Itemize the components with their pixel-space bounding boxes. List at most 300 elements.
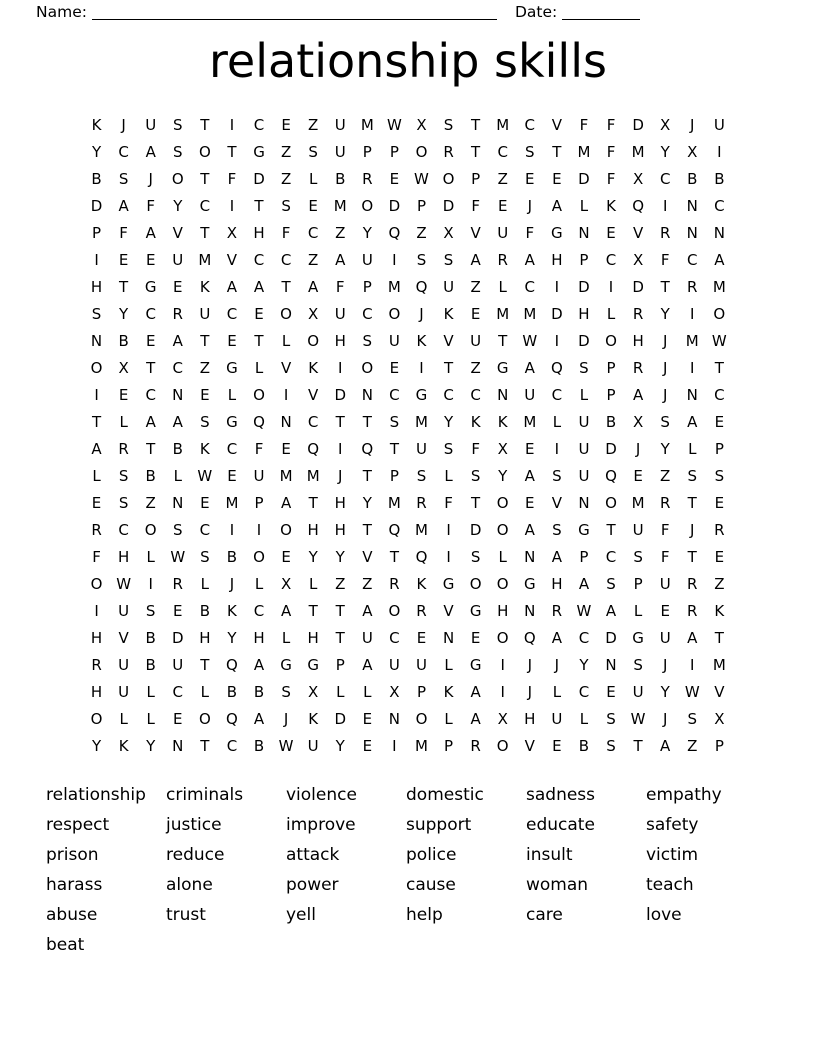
grid-cell[interactable]: O xyxy=(415,143,428,161)
grid-cell[interactable]: O xyxy=(496,494,509,512)
grid-cell[interactable]: Z xyxy=(280,143,292,161)
grid-cell[interactable]: A xyxy=(470,710,481,728)
grid-cell[interactable]: U xyxy=(578,467,590,485)
grid-cell[interactable]: N xyxy=(388,710,401,728)
grid-cell[interactable]: I xyxy=(554,440,560,458)
grid-cell[interactable]: T xyxy=(146,359,156,377)
grid-cell[interactable]: N xyxy=(713,224,725,242)
grid-cell[interactable]: K xyxy=(497,413,508,431)
grid-cell[interactable]: J xyxy=(554,656,560,674)
grid-cell[interactable]: B xyxy=(172,440,183,458)
grid-cell[interactable]: U xyxy=(334,116,346,134)
grid-cell[interactable]: C xyxy=(118,521,129,539)
grid-cell[interactable]: T xyxy=(200,224,210,242)
grid-cell[interactable]: D xyxy=(605,629,617,647)
grid-cell[interactable]: F xyxy=(606,143,616,161)
grid-cell[interactable]: R xyxy=(91,656,102,674)
grid-cell[interactable]: N xyxy=(442,629,455,647)
grid-cell[interactable]: K xyxy=(308,359,319,377)
grid-cell[interactable]: C xyxy=(524,278,536,296)
grid-cell[interactable]: M xyxy=(415,413,428,431)
grid-cell[interactable]: U xyxy=(118,602,130,620)
grid-cell[interactable]: T xyxy=(91,413,102,431)
grid-cell[interactable]: R xyxy=(389,575,400,593)
grid-cell[interactable]: Q xyxy=(307,440,320,458)
grid-cell[interactable]: O xyxy=(415,710,428,728)
grid-cell[interactable]: Q xyxy=(253,413,265,431)
grid-cell[interactable]: R xyxy=(687,602,698,620)
grid-cell[interactable]: U xyxy=(199,305,211,323)
grid-cell[interactable]: J xyxy=(283,710,289,728)
grid-cell[interactable]: O xyxy=(90,359,103,377)
word-list-item[interactable]: police xyxy=(406,845,457,865)
grid-cell[interactable]: R xyxy=(416,494,427,512)
grid-cell[interactable]: Q xyxy=(550,359,563,377)
grid-cell[interactable]: K xyxy=(227,602,237,620)
grid-cell[interactable]: H xyxy=(90,278,103,296)
grid-cell[interactable]: H xyxy=(524,710,536,728)
grid-cell[interactable]: V xyxy=(308,386,319,404)
grid-cell[interactable]: I xyxy=(392,737,397,755)
grid-cell[interactable]: H xyxy=(90,683,103,701)
grid-cell[interactable]: C xyxy=(362,305,373,323)
grid-cell[interactable]: A xyxy=(687,413,698,431)
grid-cell[interactable]: C xyxy=(497,143,508,161)
grid-cell[interactable]: E xyxy=(552,170,562,188)
grid-cell[interactable]: E xyxy=(281,116,291,134)
grid-cell[interactable]: A xyxy=(524,467,535,485)
grid-cell[interactable]: X xyxy=(632,251,644,269)
grid-cell[interactable]: V xyxy=(524,737,535,755)
grid-cell[interactable]: D xyxy=(388,197,401,215)
grid-cell[interactable]: O xyxy=(361,197,374,215)
grid-cell[interactable]: L xyxy=(200,683,210,701)
grid-cell[interactable]: U xyxy=(632,683,644,701)
grid-cell[interactable]: Z xyxy=(362,575,373,593)
grid-cell[interactable]: C xyxy=(470,386,481,404)
word-list-item[interactable]: beat xyxy=(46,935,85,955)
grid-cell[interactable]: X xyxy=(308,305,319,323)
grid-cell[interactable]: K xyxy=(91,116,102,134)
grid-cell[interactable]: L xyxy=(336,683,345,701)
grid-cell[interactable]: T xyxy=(389,440,399,458)
word-list-item[interactable]: relationship xyxy=(46,785,146,805)
grid-cell[interactable]: V xyxy=(470,224,481,242)
grid-cell[interactable]: S xyxy=(633,656,643,674)
grid-cell[interactable]: A xyxy=(714,251,725,269)
grid-cell[interactable]: L xyxy=(227,386,237,404)
grid-cell[interactable]: L xyxy=(254,359,264,377)
grid-cell[interactable]: T xyxy=(498,332,508,350)
grid-cell[interactable]: M xyxy=(631,143,645,161)
grid-cell[interactable]: F xyxy=(579,116,589,134)
grid-cell[interactable]: U xyxy=(118,656,130,674)
grid-cell[interactable]: U xyxy=(415,440,427,458)
grid-cell[interactable]: R xyxy=(687,278,698,296)
word-list-item[interactable]: improve xyxy=(286,815,356,835)
grid-cell[interactable]: C xyxy=(714,197,725,215)
grid-cell[interactable]: G xyxy=(469,602,482,620)
grid-cell[interactable]: U xyxy=(253,467,265,485)
grid-cell[interactable]: C xyxy=(307,413,319,431)
grid-cell[interactable]: P xyxy=(416,197,426,215)
grid-cell[interactable]: Y xyxy=(579,656,589,674)
grid-cell[interactable]: P xyxy=(579,251,589,269)
grid-cell[interactable]: E xyxy=(118,386,129,404)
grid-cell[interactable]: F xyxy=(335,278,345,296)
grid-cell[interactable]: Y xyxy=(335,737,345,755)
grid-cell[interactable]: S xyxy=(470,548,481,566)
grid-cell[interactable]: I xyxy=(554,332,560,350)
grid-cell[interactable]: Q xyxy=(388,224,401,242)
grid-cell[interactable]: S xyxy=(200,413,210,431)
grid-cell[interactable]: N xyxy=(497,386,509,404)
grid-cell[interactable]: M xyxy=(685,332,699,350)
grid-cell[interactable]: C xyxy=(199,521,211,539)
grid-cell[interactable]: D xyxy=(442,197,455,215)
grid-cell[interactable]: L xyxy=(308,170,318,188)
grid-cell[interactable]: Z xyxy=(497,170,508,188)
grid-cell[interactable]: A xyxy=(551,629,562,647)
grid-cell[interactable]: D xyxy=(334,710,347,728)
grid-cell[interactable]: G xyxy=(442,575,455,593)
grid-cell[interactable]: T xyxy=(200,116,210,134)
grid-cell[interactable]: S xyxy=(660,413,670,431)
grid-cell[interactable]: T xyxy=(200,170,210,188)
grid-cell[interactable]: R xyxy=(714,521,725,539)
grid-cell[interactable]: O xyxy=(198,143,211,161)
grid-cell[interactable]: Z xyxy=(660,467,671,485)
grid-cell[interactable]: H xyxy=(578,305,590,323)
grid-cell[interactable]: U xyxy=(659,629,671,647)
grid-cell[interactable]: U xyxy=(713,116,725,134)
grid-cell[interactable]: I xyxy=(338,359,343,377)
grid-cell[interactable]: P xyxy=(714,737,724,755)
grid-cell[interactable]: W xyxy=(522,332,538,350)
grid-cell[interactable]: R xyxy=(497,251,508,269)
grid-cell[interactable]: I xyxy=(717,143,722,161)
date-input-line[interactable] xyxy=(562,7,640,20)
word-list-item[interactable]: help xyxy=(406,905,443,925)
grid-cell[interactable]: W xyxy=(630,710,646,728)
word-list-item[interactable]: yell xyxy=(286,905,316,925)
grid-cell[interactable]: V xyxy=(443,332,454,350)
grid-cell[interactable]: K xyxy=(416,575,427,593)
grid-cell[interactable]: G xyxy=(496,359,509,377)
grid-cell[interactable]: R xyxy=(470,737,481,755)
grid-cell[interactable]: D xyxy=(171,629,184,647)
grid-cell[interactable]: J xyxy=(527,683,532,701)
grid-cell[interactable]: E xyxy=(362,737,373,755)
grid-cell[interactable]: C xyxy=(226,305,238,323)
grid-cell[interactable]: J xyxy=(229,575,235,593)
grid-cell[interactable]: T xyxy=(146,440,156,458)
grid-cell[interactable]: C xyxy=(253,602,265,620)
grid-cell[interactable]: E xyxy=(200,386,210,404)
grid-cell[interactable]: A xyxy=(551,197,562,215)
grid-cell[interactable]: U xyxy=(334,305,346,323)
grid-cell[interactable]: O xyxy=(388,602,401,620)
grid-cell[interactable]: G xyxy=(523,575,536,593)
grid-cell[interactable]: B xyxy=(687,170,698,188)
word-list-item[interactable]: care xyxy=(526,905,563,925)
grid-cell[interactable]: W xyxy=(170,548,186,566)
grid-cell[interactable]: S xyxy=(443,116,454,134)
grid-cell[interactable]: Y xyxy=(660,440,670,458)
grid-cell[interactable]: U xyxy=(578,413,590,431)
grid-cell[interactable]: O xyxy=(605,332,617,350)
grid-cell[interactable]: J xyxy=(662,386,668,404)
grid-cell[interactable]: A xyxy=(253,278,265,296)
grid-cell[interactable]: X xyxy=(443,224,454,242)
grid-cell[interactable]: L xyxy=(254,575,264,593)
grid-cell[interactable]: E xyxy=(525,440,535,458)
grid-cell[interactable]: U xyxy=(388,332,400,350)
grid-cell[interactable]: E xyxy=(470,305,481,323)
grid-cell[interactable]: A xyxy=(578,575,590,593)
word-list-item[interactable]: trust xyxy=(166,905,206,925)
grid-cell[interactable]: H xyxy=(253,629,265,647)
grid-cell[interactable]: Q xyxy=(632,197,644,215)
word-list-item[interactable]: domestic xyxy=(406,785,484,805)
grid-cell[interactable]: H xyxy=(253,224,265,242)
grid-cell[interactable]: X xyxy=(660,116,671,134)
grid-cell[interactable]: X xyxy=(497,440,508,458)
grid-cell[interactable]: Z xyxy=(308,116,319,134)
grid-cell[interactable]: S xyxy=(443,251,454,269)
grid-cell[interactable]: E xyxy=(606,224,616,242)
grid-cell[interactable]: I xyxy=(500,656,505,674)
grid-cell[interactable]: H xyxy=(199,629,211,647)
grid-cell[interactable]: D xyxy=(632,116,644,134)
grid-cell[interactable]: U xyxy=(361,629,373,647)
grid-cell[interactable]: C xyxy=(605,251,617,269)
grid-cell[interactable]: A xyxy=(605,602,617,620)
grid-cell[interactable]: T xyxy=(335,602,345,620)
grid-cell[interactable]: J xyxy=(690,521,695,539)
grid-cell[interactable]: P xyxy=(389,143,399,161)
grid-cell[interactable]: A xyxy=(308,278,319,296)
word-list-item[interactable]: reduce xyxy=(166,845,225,865)
grid-cell[interactable]: X xyxy=(632,413,644,431)
grid-cell[interactable]: X xyxy=(687,143,698,161)
word-list-item[interactable]: safety xyxy=(646,815,699,835)
grid-cell[interactable]: G xyxy=(307,656,319,674)
grid-cell[interactable]: T xyxy=(552,143,562,161)
grid-cell[interactable]: S xyxy=(118,467,129,485)
grid-cell[interactable]: N xyxy=(90,332,103,350)
grid-cell[interactable]: S xyxy=(416,251,427,269)
grid-cell[interactable]: U xyxy=(334,143,346,161)
grid-cell[interactable]: L xyxy=(146,710,155,728)
grid-cell[interactable]: N xyxy=(524,602,536,620)
grid-cell[interactable]: K xyxy=(470,413,481,431)
grid-cell[interactable]: J xyxy=(419,305,424,323)
grid-cell[interactable]: Q xyxy=(388,521,401,539)
grid-cell[interactable]: Q xyxy=(415,548,428,566)
grid-cell[interactable]: F xyxy=(227,170,237,188)
word-list-item[interactable]: justice xyxy=(166,815,222,835)
grid-cell[interactable]: A xyxy=(362,602,373,620)
grid-cell[interactable]: O xyxy=(90,710,103,728)
grid-cell[interactable]: S xyxy=(173,116,183,134)
grid-cell[interactable]: X xyxy=(632,170,644,188)
grid-cell[interactable]: Q xyxy=(605,467,617,485)
grid-cell[interactable]: A xyxy=(524,359,535,377)
grid-cell[interactable]: L xyxy=(606,305,616,323)
grid-cell[interactable]: B xyxy=(118,332,129,350)
grid-cell[interactable]: J xyxy=(121,116,126,134)
grid-cell[interactable]: O xyxy=(253,386,265,404)
grid-cell[interactable]: C xyxy=(199,197,211,215)
grid-cell[interactable]: I xyxy=(662,197,668,215)
grid-cell[interactable]: G xyxy=(578,521,590,539)
grid-cell[interactable]: L xyxy=(119,710,128,728)
grid-cell[interactable]: P xyxy=(335,656,345,674)
grid-cell[interactable]: C xyxy=(145,305,156,323)
grid-cell[interactable]: A xyxy=(470,251,481,269)
grid-cell[interactable]: N xyxy=(524,548,536,566)
grid-cell[interactable]: G xyxy=(280,656,292,674)
grid-cell[interactable]: B xyxy=(226,683,238,701)
grid-cell[interactable]: S xyxy=(118,494,129,512)
grid-cell[interactable]: T xyxy=(227,143,237,161)
grid-cell[interactable]: L xyxy=(119,413,128,431)
grid-cell[interactable]: E xyxy=(389,170,400,188)
grid-cell[interactable]: I xyxy=(690,305,695,323)
grid-cell[interactable]: L xyxy=(498,278,507,296)
grid-cell[interactable]: I xyxy=(608,278,614,296)
grid-cell[interactable]: F xyxy=(92,548,101,566)
grid-cell[interactable]: R xyxy=(118,440,129,458)
grid-cell[interactable]: T xyxy=(471,494,481,512)
grid-cell[interactable]: O xyxy=(496,629,509,647)
grid-cell[interactable]: M xyxy=(712,656,726,674)
word-list-item[interactable]: alone xyxy=(166,875,213,895)
grid-cell[interactable]: S xyxy=(470,467,481,485)
grid-cell[interactable]: S xyxy=(687,710,698,728)
grid-cell[interactable]: C xyxy=(605,548,617,566)
grid-cell[interactable]: B xyxy=(91,170,102,188)
grid-cell[interactable]: L xyxy=(281,629,291,647)
grid-cell[interactable]: S xyxy=(606,710,616,728)
word-list-item[interactable]: empathy xyxy=(646,785,722,805)
grid-cell[interactable]: H xyxy=(334,494,346,512)
grid-cell[interactable]: R xyxy=(416,602,427,620)
grid-cell[interactable]: T xyxy=(119,278,129,296)
grid-cell[interactable]: H xyxy=(117,548,130,566)
grid-cell[interactable]: C xyxy=(226,737,238,755)
grid-cell[interactable]: Z xyxy=(714,575,725,593)
grid-cell[interactable]: I xyxy=(229,521,235,539)
grid-cell[interactable]: A xyxy=(687,629,698,647)
grid-cell[interactable]: S xyxy=(200,548,210,566)
grid-cell[interactable]: O xyxy=(496,521,509,539)
grid-cell[interactable]: C xyxy=(578,629,590,647)
grid-cell[interactable]: S xyxy=(525,143,535,161)
grid-cell[interactable]: U xyxy=(172,251,184,269)
grid-cell[interactable]: S xyxy=(606,575,616,593)
grid-cell[interactable]: V xyxy=(226,251,238,269)
grid-cell[interactable]: S xyxy=(443,440,454,458)
word-list-item[interactable]: violence xyxy=(286,785,357,805)
grid-cell[interactable]: Z xyxy=(199,359,210,377)
grid-cell[interactable]: M xyxy=(523,305,537,323)
grid-cell[interactable]: L xyxy=(281,332,291,350)
grid-cell[interactable]: A xyxy=(362,656,373,674)
grid-cell[interactable]: S xyxy=(362,332,373,350)
grid-cell[interactable]: C xyxy=(172,683,184,701)
grid-cell[interactable]: G xyxy=(469,656,482,674)
grid-cell[interactable]: F xyxy=(606,170,616,188)
grid-cell[interactable]: G xyxy=(253,143,265,161)
grid-cell[interactable]: K xyxy=(714,602,725,620)
grid-cell[interactable]: O xyxy=(388,305,401,323)
grid-cell[interactable]: R xyxy=(172,305,183,323)
grid-cell[interactable]: H xyxy=(497,602,509,620)
grid-cell[interactable]: W xyxy=(711,332,727,350)
grid-cell[interactable]: T xyxy=(471,143,481,161)
grid-cell[interactable]: E xyxy=(552,737,562,755)
grid-cell[interactable]: E xyxy=(362,710,373,728)
word-list-item[interactable]: love xyxy=(646,905,682,925)
grid-cell[interactable]: X xyxy=(389,683,400,701)
grid-cell[interactable]: C xyxy=(253,116,265,134)
grid-cell[interactable]: I xyxy=(94,602,99,620)
grid-cell[interactable]: Y xyxy=(362,494,372,512)
grid-cell[interactable]: C xyxy=(280,251,292,269)
grid-cell[interactable]: U xyxy=(632,521,644,539)
grid-cell[interactable]: T xyxy=(714,629,724,647)
grid-cell[interactable]: F xyxy=(119,224,128,242)
grid-cell[interactable]: I xyxy=(446,521,451,539)
grid-cell[interactable]: U xyxy=(524,386,536,404)
grid-cell[interactable]: T xyxy=(687,548,697,566)
grid-cell[interactable]: S xyxy=(633,548,643,566)
grid-cell[interactable]: V xyxy=(362,548,373,566)
grid-cell[interactable]: V xyxy=(632,224,644,242)
grid-cell[interactable]: T xyxy=(362,413,372,431)
grid-cell[interactable]: F xyxy=(254,440,264,458)
grid-cell[interactable]: Q xyxy=(523,629,536,647)
grid-cell[interactable]: E xyxy=(145,332,156,350)
grid-cell[interactable]: C xyxy=(145,386,156,404)
grid-cell[interactable]: L xyxy=(444,467,453,485)
grid-cell[interactable]: M xyxy=(712,278,726,296)
grid-cell[interactable]: S xyxy=(606,737,616,755)
grid-cell[interactable]: I xyxy=(94,251,99,269)
grid-cell[interactable]: I xyxy=(419,359,424,377)
grid-cell[interactable]: E xyxy=(173,278,183,296)
grid-cell[interactable]: S xyxy=(714,467,725,485)
grid-cell[interactable]: E xyxy=(254,305,264,323)
grid-cell[interactable]: Z xyxy=(145,494,156,512)
grid-cell[interactable]: M xyxy=(333,197,347,215)
grid-cell[interactable]: O xyxy=(496,575,509,593)
grid-cell[interactable]: N xyxy=(361,386,373,404)
grid-cell[interactable]: A xyxy=(145,224,156,242)
grid-cell[interactable]: I xyxy=(690,359,695,377)
grid-cell[interactable]: Y xyxy=(308,548,318,566)
grid-cell[interactable]: D xyxy=(578,332,590,350)
grid-cell[interactable]: Y xyxy=(660,683,670,701)
grid-cell[interactable]: V xyxy=(714,683,725,701)
grid-cell[interactable]: Z xyxy=(687,737,698,755)
grid-cell[interactable]: L xyxy=(633,602,643,620)
grid-cell[interactable]: M xyxy=(360,116,374,134)
grid-cell[interactable]: E xyxy=(308,197,318,215)
grid-cell[interactable]: L xyxy=(552,683,562,701)
